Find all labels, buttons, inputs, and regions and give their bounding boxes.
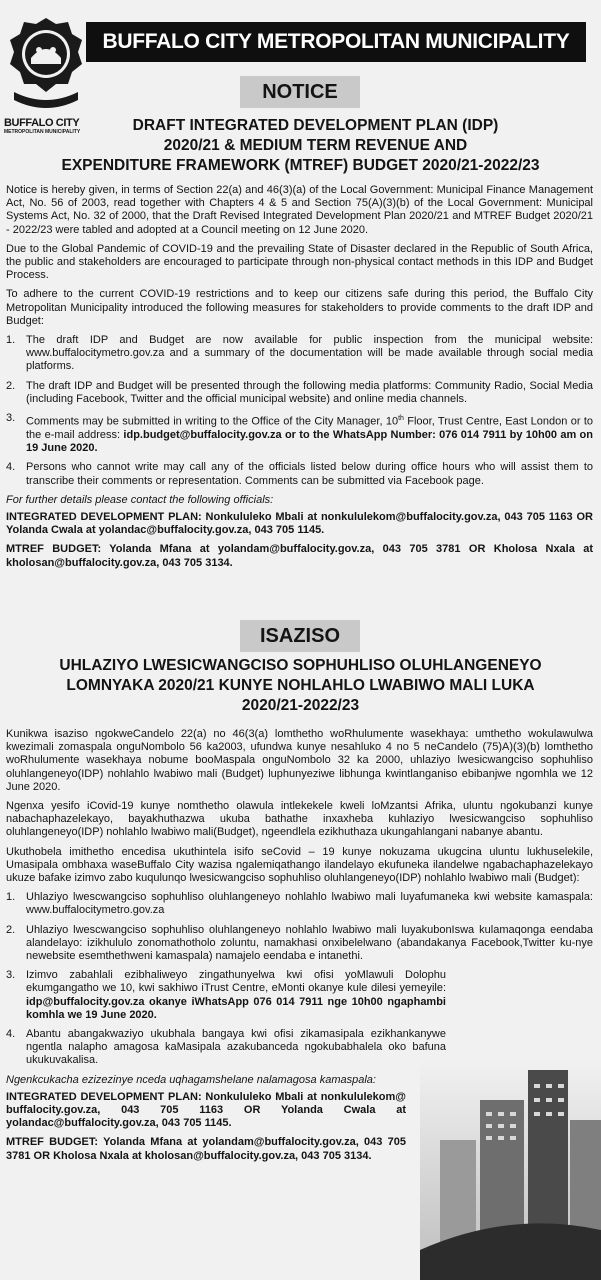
list-number: 2. xyxy=(6,379,16,392)
list-number: 1. xyxy=(6,334,16,347)
list-text: Comments may be submitted in writing to the Office of the City Manager, 10 xyxy=(26,415,399,428)
list-number: 3. xyxy=(6,969,16,982)
isaziso-title-line1: UHLAZIYO LWESICWANGCISO SOPHUHLISO OLUHLANGENEYO xyxy=(59,657,542,674)
notice-para-3: To adhere to the current COVID-19 restrictions and to keep our citizens safe during this period, the Buffalo City Metropolitan Municipality introduced the following measures for stakeholders to provide comments to the draft IDP and Budget: xyxy=(6,288,593,327)
list-text: The draft IDP and Budget are now available for public inspection from the municipal website: www.buffalocitymetro.gov.za and a summary of the documentation will be made available through social media platforms. xyxy=(26,334,593,373)
submission-details: idp.budget@buffalocity.gov.za or to the WhatsApp Number: 076 014 7911 by 10h00 am on 19 June 2020. xyxy=(26,428,593,455)
logo-subtitle: METROPOLITAN MUNICIPALITY xyxy=(4,129,81,135)
list-number: 2. xyxy=(6,923,16,936)
idp-contact: INTEGRATED DEVELOPMENT PLAN: Nonkululeko Mbali at nonkululekom@ buffalocity.gov.za, 043 705 1163 OR Yolanda Cwala at yolandac@buffalocity.gov.za, 043 705 1145. xyxy=(6,1090,406,1130)
notice-title-line1: DRAFT INTEGRATED DEVELOPMENT PLAN (IDP) xyxy=(132,117,499,134)
list-text: Uhlaziyo lwescwangciso sophuhliso oluhlangeneyo nohlahlo lwabiwo mali luyakubonIswa kulamaqonga eendaba alandelayo: izikhululo zonomathotholo zoluntu, namakhasi onxibelelwano (abandakanya Facebook,Twitter ku-nye newebsite esemthethweni kamaspala) namajelo eendaba e intanethi. xyxy=(26,923,593,963)
list-text: Abantu abangakwaziyo ukubhala bangaya kwi ofisi zikamasipala ezikhankanywe ngentla nalapho amagosa kaMasipala azakubanceda ngokubabhalela oko bafuna ukukuvakalisa. xyxy=(26,1028,446,1067)
list-number: 1. xyxy=(6,891,16,904)
notice-title-line3: EXPENDITURE FRAMEWORK (MTREF) BUDGET 2020/21-2022/23 xyxy=(61,157,540,174)
notice-measure-1 xyxy=(6,334,593,374)
submission-details: idp@buffalocity.gov.za okanye iWhatsApp 076 014 7911 nge 10h00 ngaphambi komhla we 19 June 2020. xyxy=(26,995,446,1021)
further-details-heading: Ngenkcukacha ezizezinye nceda uqhagamshelane nalamagosa kamaspala: xyxy=(6,1073,376,1086)
isaziso-body xyxy=(6,728,593,1169)
notice-measures-list xyxy=(6,334,593,488)
isaziso-label-text: ISAZISO xyxy=(259,624,340,647)
isaziso-title-line2: LOMNYAKA 2020/21 KUNYE NOHLAHLO LWABIWO MALI LUKA xyxy=(66,677,535,694)
notice-measure-2 xyxy=(6,380,593,406)
isaziso-para-1: Kunikwa isaziso ngokweCandelo 22(a) no 46(3(a) lomthetho woRhulumente wasekhaya: umthetho wokulawulwa kwezimali zomaspala onguNombolo 56 ka2003, ufundwa kunye nesahluko 4 no 5 neCandelo (75)A)(3)(b) lomthetho woRhulumente wasekhaya nobume booMaspala onguNombolo 32 ka 2000, uhlaziyo lwesicwangciso sophuhliso oluhlangeneyo(IDP) nohlahlo lwabiwo mali (Budget) luphunyeziwe libhunga kwintlanganiso ebibanjwe ngomhla we 12 June 2020. xyxy=(6,728,593,793)
municipal-crest-logo xyxy=(6,14,86,120)
notice-label-text: NOTICE xyxy=(262,80,338,103)
idp-contact: INTEGRATED DEVELOPMENT PLAN: Nonkululeko Mbali at nonkululekom@buffalocity.gov.za, 043 705 1163 OR Yolanda Cwala at yolandac@buffalocity.gov.za, 043 705 1145. xyxy=(6,510,593,537)
notice-para-1: Notice is hereby given, in terms of Section 22(a) and 46(3)(a) of the Local Government: Municipal Finance Management Act, No. 56 of 2003, read together with Chapters 4 & 5 and Section 75(A)(3)(b) of the Local Government: Municipal Systems Act, No. 32 of 2000, that the Draft Revised Integrated Development Plan 2020/21 and MTREF Budget 2020/21 - 2022/23 were tabled and adopted at a Council meeting on 12 June 2020. xyxy=(6,184,593,236)
mtref-contact: MTREF BUDGET: Yolanda Mfana at yolandam@buffalocity.gov.za, 043 705 3781 OR Kholosa Nxala at kholosan@buffalocity.gov.za, 043 705 3134. xyxy=(6,543,593,569)
org-title-bar xyxy=(86,22,586,62)
isaziso-measure-3 xyxy=(6,969,446,1022)
further-details-heading: For further details please contact the following officials: xyxy=(6,493,274,506)
notice-para-2: Due to the Global Pandemic of COVID-19 and the prevailing State of Disaster declared in the Republic of South Africa, the public and stakeholders are encouraged to participate through non-physical contact methods in this IDP and Budget Process. xyxy=(6,242,593,282)
org-title: BUFFALO CITY METROPOLITAN MUNICIPALITY xyxy=(102,30,570,53)
isaziso-measures-list xyxy=(6,891,593,1067)
list-text: Izimvo zabahlali ezibhaliweyo zingathunyelwa kwi ofisi yoMlawuli Dolophu ekumgangatho we 10, kwi sakhiwo iTrust Centre, eMonti okanye kule dilesi yemeyile: xyxy=(26,969,446,995)
isaziso-label xyxy=(240,620,360,652)
notice-measure-3 xyxy=(6,412,593,455)
isaziso-measure-4 xyxy=(6,1028,446,1068)
mtref-contact: MTREF BUDGET: Yolanda Mfana at yolandam@buffalocity.gov.za, 043 705 3781 OR Kholosa Nxala at kholosan@buffalocity.gov.za, 043 705 3134. xyxy=(6,1136,406,1162)
list-number: 4. xyxy=(6,1028,16,1041)
isaziso-measure-1 xyxy=(6,891,593,917)
notice-measure-4 xyxy=(6,461,593,487)
isaziso-measure-2 xyxy=(6,924,593,964)
notice-title-line2: 2020/21 & MEDIUM TERM REVENUE AND xyxy=(163,137,468,154)
list-text: Uhlaziyo lwescwangciso sophuhliso oluhlangeneyo nohlahlo lwabiwo mali luyafumaneka kwi website kamaspala: www.buffalocitymetro.gov.za xyxy=(26,891,593,917)
isaziso-para-3: Ukuthobela imithetho encedisa ukuthintela isifo seCovid – 19 kunye nokuzama ukugcina uluntu lukhuselekile, Umasipala ombhaxa waseBuffalo City wazisa ngalemiqathango ilandelayo ekufuneka ilandelwe ngabachaphazelekayo ukuze bafake izimvo zabo kuqulunqo lwesicwangciso sophuhliso oluhlangeneyo(IDP) nohlahlo lwabiwo mali (Budget): xyxy=(6,845,593,885)
notice-body xyxy=(6,184,593,576)
logo-name: BUFFALO CITY xyxy=(4,117,80,129)
isaziso-title-line3: 2020/21-2022/23 xyxy=(241,697,360,714)
list-text-cont: Floor, Trust Centre, East London or to the e-mail address: xyxy=(26,415,593,441)
list-superscript: th xyxy=(398,415,404,423)
list-number: 4. xyxy=(6,461,16,474)
notice-title xyxy=(0,116,601,176)
list-text: Persons who cannot write may call any of the officials listed below during office hours who will assist them to transcribe their comments or representation. Comments can be submitted via Facebook page. xyxy=(26,461,593,487)
notice-label xyxy=(240,76,360,108)
isaziso-para-2: Ngenxa yesifo iCovid-19 kunye nomthetho olawula intlekekele kweli loMzantsi Afrika, uluntu ngokubanzi kunye nabachaphazelekayo, bayakhuthazwa ukuba bathathe inxaxheba kuhlaziyo lwesicwangciso sophuhliso oluhlangeneyo(IDP) nohlahlo lwabiwo mali(Budget), ngeendlela ezikhuthaza ukungahlangani nabanye abantu. xyxy=(6,800,593,839)
isaziso-title xyxy=(0,656,601,716)
list-text: The draft IDP and Budget will be presented through the following media platforms: Community Radio, Social Media (including Facebook, Twitter and the official municipal website) and online media channels. xyxy=(26,379,593,405)
list-number: 3. xyxy=(6,412,16,425)
